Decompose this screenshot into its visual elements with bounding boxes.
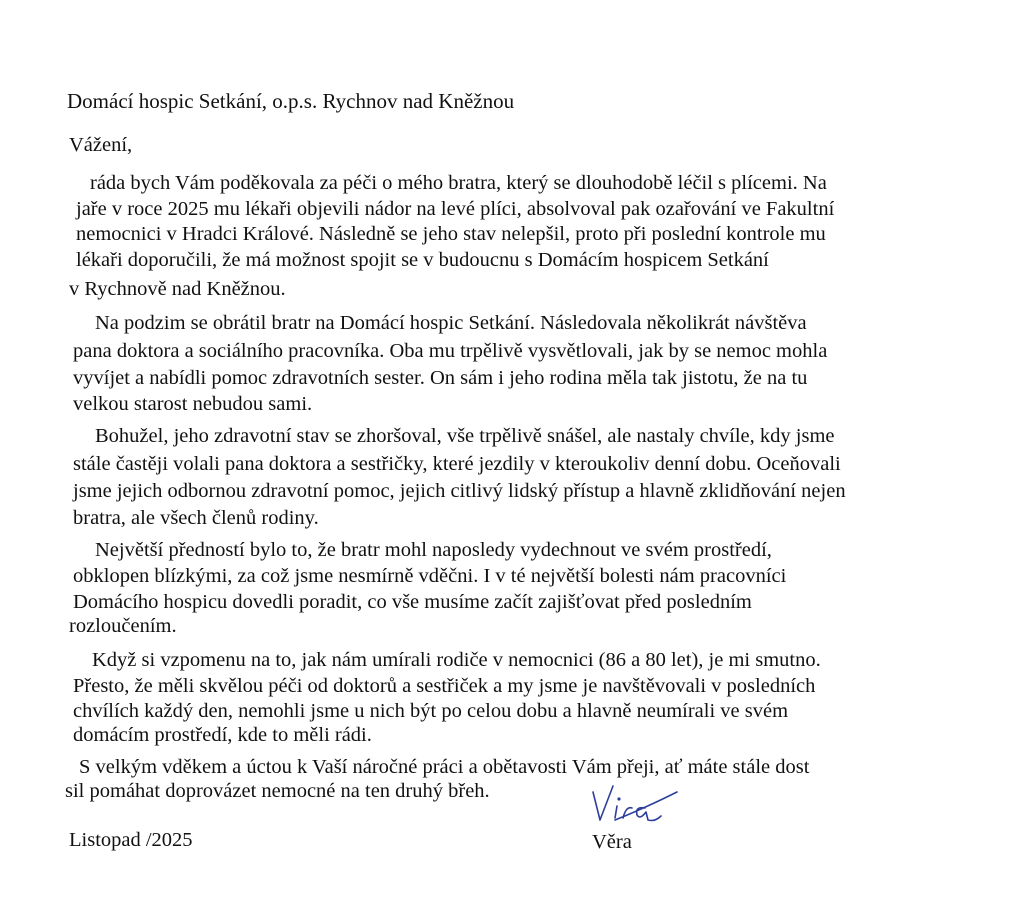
handwritten-signature — [585, 778, 685, 830]
letter-line: S velkým vděkem a úctou k Vaší náročné práci a obětavosti Vám přeji, ať máte stále dost — [79, 756, 810, 778]
letter-line: Když si vzpomenu na to, jak nám umírali rodiče v nemocnici (86 a 80 let), je mi smutno. — [92, 649, 821, 671]
date: Listopad /2025 — [69, 829, 193, 851]
letter-line: ráda bych Vám poděkovala za péči o mého bratra, který se dlouhodobě léčil s plícemi. Na — [90, 172, 827, 194]
letter-line: Na podzim se obrátil bratr na Domácí hospic Setkání. Následovala několikrát návštěva — [95, 312, 807, 334]
letter-line: lékaři doporučili, že má možnost spojit se v budoucnu s Domácím hospicem Setkání — [76, 249, 769, 271]
letter-line: sil pomáhat doprovázet nemocné na ten druhý břeh. — [65, 780, 490, 802]
letter-line: Přesto, že měli skvělou péči od doktorů a sestřiček a my jsme je navštěvovali v posledních — [73, 675, 816, 697]
letter-line: nemocnici v Hradci Králové. Následně se jeho stav nelepšil, proto při poslední kontrole mu — [76, 223, 826, 245]
letter-line: obklopen blízkými, za což jsme nesmírně vděčni. I v té největší bolesti nám pracovníci — [73, 565, 787, 587]
letter-line: stále častěji volali pana doktora a sestřičky, které jezdily v kteroukoliv denní dobu. Oceňovali — [73, 453, 841, 475]
salutation: Vážení, — [69, 134, 133, 156]
letter-line: v Rychnově nad Kněžnou. — [69, 278, 286, 300]
letter-line: chvílích každý den, nemohli jsme u nich být po celou dobu a hlavně neumírali ve svém — [73, 700, 789, 722]
letter-line: Bohužel, jeho zdravotní stav se zhoršoval, vše trpělivě snášel, ale nastaly chvíle, kdy jsme — [95, 425, 835, 447]
letter-line: velkou starost nebudou sami. — [73, 393, 313, 415]
signature-name: Věra — [592, 831, 632, 853]
letter-line: bratra, ale všech členů rodiny. — [73, 507, 319, 529]
addressee: Domácí hospic Setkání, o.p.s. Rychnov nad Kněžnou — [67, 89, 515, 113]
letter-line: domácím prostředí, kde to měli rádi. — [73, 724, 372, 746]
letter-line: rozloučením. — [69, 615, 177, 637]
letter-line: vyvíjet a nabídli pomoc zdravotních sester. On sám i jeho rodina měla tak jistotu, že na tu — [73, 367, 808, 389]
letter-line: jaře v roce 2025 mu lékaři objevili nádor na levé plíci, absolvoval pak ozařování ve Fakultní — [76, 198, 835, 220]
letter-line: Největší předností bylo to, že bratr mohl naposledy vydechnout ve svém prostředí, — [95, 539, 772, 561]
letter-line: jsme jejich odbornou zdravotní pomoc, jejich citlivý lidský přístup a hlavně zklidňování nejen — [73, 480, 846, 502]
letter-line: pana doktora a sociálního pracovníka. Oba mu trpělivě vysvětlovali, jak by se nemoc mohla — [73, 340, 828, 362]
letter-line: Domácího hospicu dovedli poradit, co vše musíme začít zajišťovat před posledním — [73, 591, 752, 613]
